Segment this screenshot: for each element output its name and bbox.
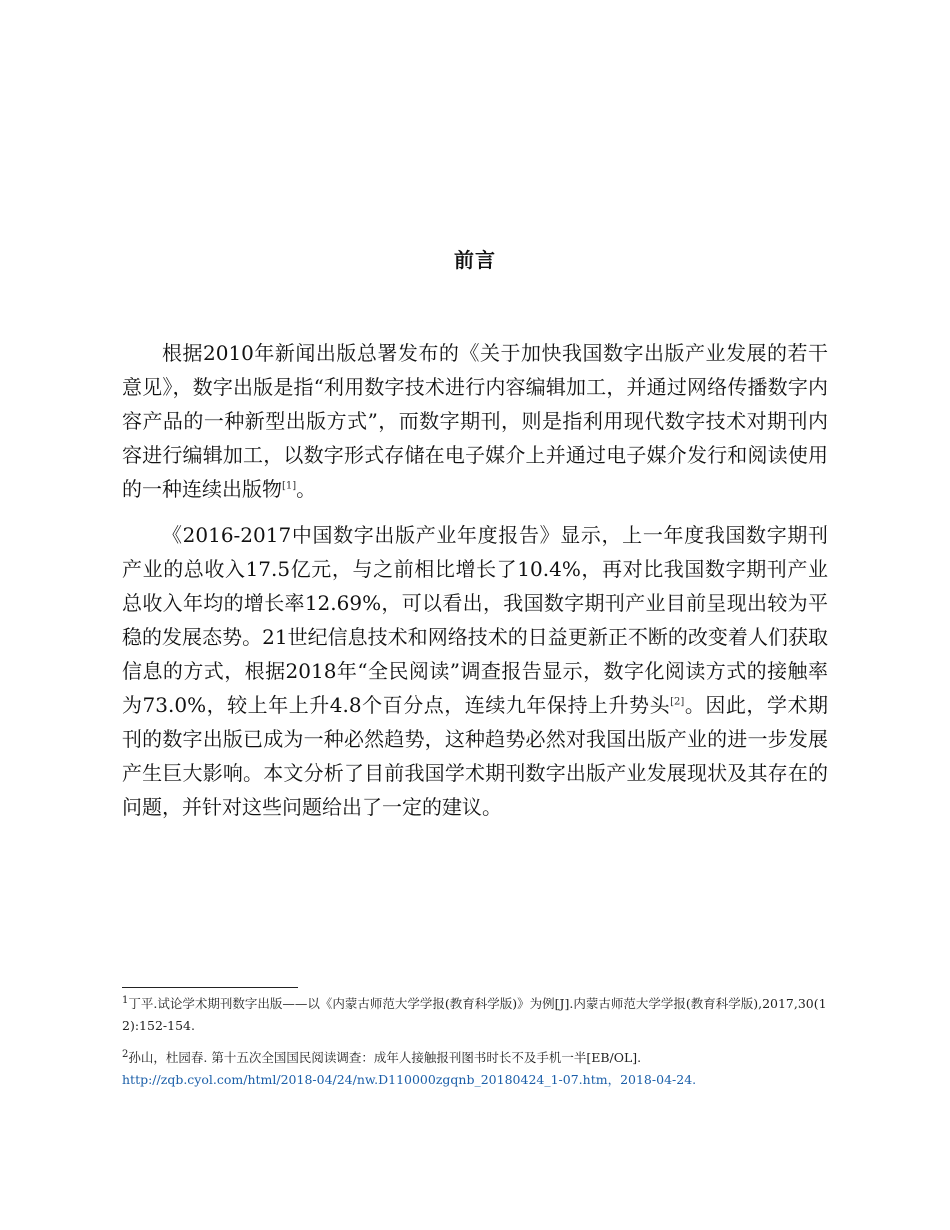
footnote-divider — [122, 987, 298, 988]
citation-1[interactable]: [1] — [282, 480, 297, 492]
footnote-link-tail: ，2018-04-24. — [607, 1072, 697, 1087]
paragraph-tail: 。因此，学术期刊的数字出版已成为一种必然趋势，这种趋势必然对我国出版产业的进一步发展产生巨大影响。本文分析了目前我国学术期刊数字出版产业发展现状及其存在的问题，并针对这些问题给出了一定的建议。 — [122, 693, 829, 819]
footnote-2 — [122, 1047, 834, 1091]
paragraph-1 — [122, 336, 828, 506]
body-text — [122, 336, 828, 836]
paragraph-text: 根据2010年新闻出版总署发布的《关于加快我国数字出版产业发展的若干意见》，数字出版是指“利用数字技术进行内容编辑加工，并通过网络传播数字内容产品的一种新型出版方式”，而数字期刊，则是指利用现代数字技术对期刊内容进行编辑加工，以数字形式存储在电子媒介上并通过电子媒介发行和阅读使用的一种连续出版物 — [122, 341, 828, 501]
paragraph-tail: 。 — [296, 477, 317, 501]
page-title: 前言 — [454, 248, 496, 272]
footnote-mark: 1 — [122, 994, 129, 1006]
footnote-mark: 2 — [122, 1048, 129, 1060]
footnotes — [122, 993, 834, 1101]
paragraph-text: 《2016-2017中国数字出版产业年度报告》显示，上一年度我国数字期刊产业的总收入17.5亿元，与之前相比增长了10.4%，再对比我国数字期刊产业总收入年均的增长率12.69%，可以看出，我国数字期刊产业目前呈现出较为平稳的发展态势。21世纪信息技术和网络技术的日益更新正不断的改变着人们获取信息的方式，根据2018年“全民阅读”调查报告显示，数字化阅读方式的接触率为73.0%，较上年上升4.8个百分点，连续九年保持上升势头 — [122, 523, 828, 717]
paragraph-2 — [122, 518, 828, 824]
footnote-text: 丁平.试论学术期刊数字出版——以《内蒙古师范大学学报(教育科学版)》为例[J].内蒙古师范大学学报(教育科学版),2017,30(12):152-154. — [122, 996, 827, 1033]
citation-2[interactable]: [2] — [670, 696, 685, 708]
footnote-text: 孙山，杜园春. 第十五次全国国民阅读调查：成年人接触报刊图书时长不及手机一半[EB/OL]. — [128, 1050, 642, 1065]
footnote-1 — [122, 993, 834, 1037]
footnote-link[interactable]: http://zqb.cyol.com/html/2018-04/24/nw.D110000zgqnb_20180424_1-07.htm — [122, 1072, 608, 1087]
